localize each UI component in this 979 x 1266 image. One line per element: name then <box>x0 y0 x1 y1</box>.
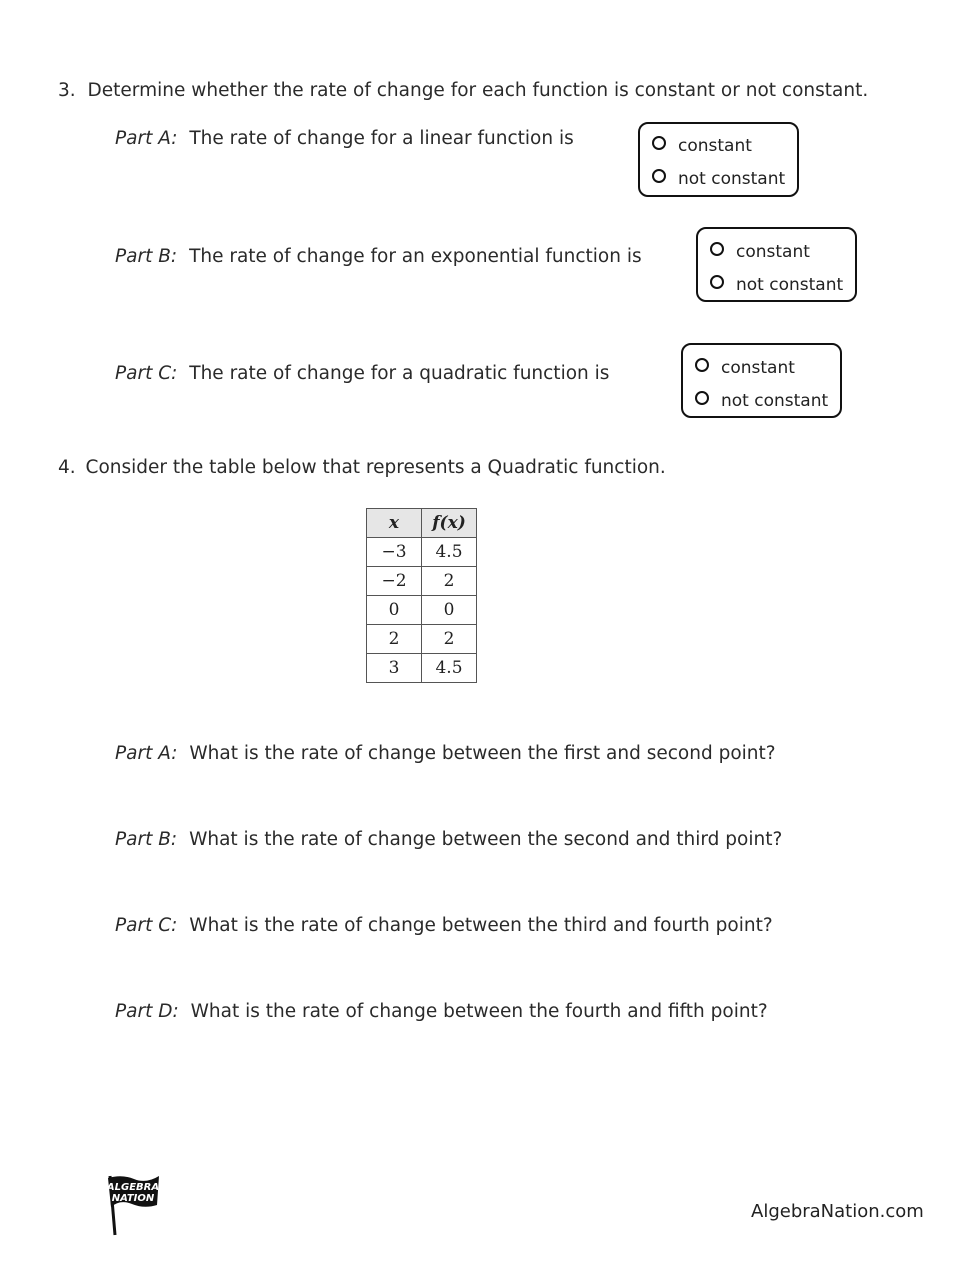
question-4-number: 4. <box>58 457 76 478</box>
table-row <box>367 625 477 654</box>
table-row <box>367 567 477 596</box>
logo-line-2: NATION <box>111 1193 155 1204</box>
q3-part-a-text: The rate of change for a linear function is <box>189 128 574 149</box>
table-cell: 2 <box>422 567 477 596</box>
q3-part-b-text: The rate of change for an exponential function is <box>189 246 642 267</box>
q3-part-a-choices <box>638 122 799 197</box>
q4-part-a-label: Part A: <box>115 743 178 764</box>
q3-part-c-label: Part C: <box>115 363 178 384</box>
q4-part-c-label: Part C: <box>115 915 178 936</box>
table-cell: 2 <box>422 625 477 654</box>
q3-part-c <box>115 363 609 384</box>
table-row <box>367 596 477 625</box>
q3-part-c-option-not-constant[interactable]: not constant <box>695 391 828 411</box>
q3-part-b-label: Part B: <box>115 246 178 267</box>
q3-part-a-option-not-constant[interactable]: not constant <box>652 169 785 189</box>
table-cell: 0 <box>367 596 422 625</box>
q4-part-d-label: Part D: <box>115 1001 179 1022</box>
radio-circle-icon[interactable] <box>652 136 666 150</box>
q3-part-a <box>115 128 574 149</box>
table-header-x: x <box>367 509 422 538</box>
radio-circle-icon[interactable] <box>710 242 724 256</box>
question-3-number: 3. <box>58 80 76 101</box>
question-4 <box>58 457 666 478</box>
table-header-fx: f(x) <box>422 509 477 538</box>
q4-part-d <box>115 1001 768 1022</box>
table-cell: 3 <box>367 654 422 683</box>
logo-line-1: ALGEBRA <box>106 1182 160 1193</box>
table-cell: −2 <box>367 567 422 596</box>
q4-part-c-text: What is the rate of change between the third and fourth point? <box>189 915 773 936</box>
table-cell: 2 <box>367 625 422 654</box>
q3-part-c-option-constant[interactable]: constant <box>695 358 795 378</box>
q3-part-c-text: The rate of change for a quadratic function is <box>189 363 610 384</box>
q4-part-a-text: What is the rate of change between the first and second point? <box>189 743 776 764</box>
q4-part-d-text: What is the rate of change between the fourth and fifth point? <box>190 1001 768 1022</box>
q3-part-b-option-constant[interactable]: constant <box>710 242 810 262</box>
radio-circle-icon[interactable] <box>652 169 666 183</box>
q4-part-b <box>115 829 782 850</box>
footer-site-link[interactable]: AlgebraNation.com <box>751 1201 924 1222</box>
question-3-text: Determine whether the rate of change for each function is constant or not constant. <box>87 80 869 101</box>
table-row <box>367 654 477 683</box>
q3-part-c-choices <box>681 343 842 418</box>
question-4-text: Consider the table below that represents a Quadratic function. <box>85 457 666 478</box>
algebra-nation-flag-logo <box>104 1172 162 1238</box>
radio-circle-icon[interactable] <box>695 358 709 372</box>
q3-part-a-option-constant[interactable]: constant <box>652 136 752 156</box>
table-cell: 4.5 <box>422 654 477 683</box>
table-cell: −3 <box>367 538 422 567</box>
q3-part-b-choices <box>696 227 857 302</box>
table-header-row <box>367 509 477 538</box>
q3-part-b-option-not-constant[interactable]: not constant <box>710 275 843 295</box>
radio-circle-icon[interactable] <box>710 275 724 289</box>
q4-part-b-text: What is the rate of change between the second and third point? <box>189 829 783 850</box>
q3-part-b <box>115 246 642 267</box>
q4-part-c <box>115 915 773 936</box>
radio-circle-icon[interactable] <box>695 391 709 405</box>
table-cell: 0 <box>422 596 477 625</box>
function-table <box>366 508 477 683</box>
q3-part-a-label: Part A: <box>115 128 178 149</box>
question-3 <box>58 80 868 101</box>
q4-part-b-label: Part B: <box>115 829 178 850</box>
table-cell: 4.5 <box>422 538 477 567</box>
table-row <box>367 538 477 567</box>
q4-part-a <box>115 743 776 764</box>
